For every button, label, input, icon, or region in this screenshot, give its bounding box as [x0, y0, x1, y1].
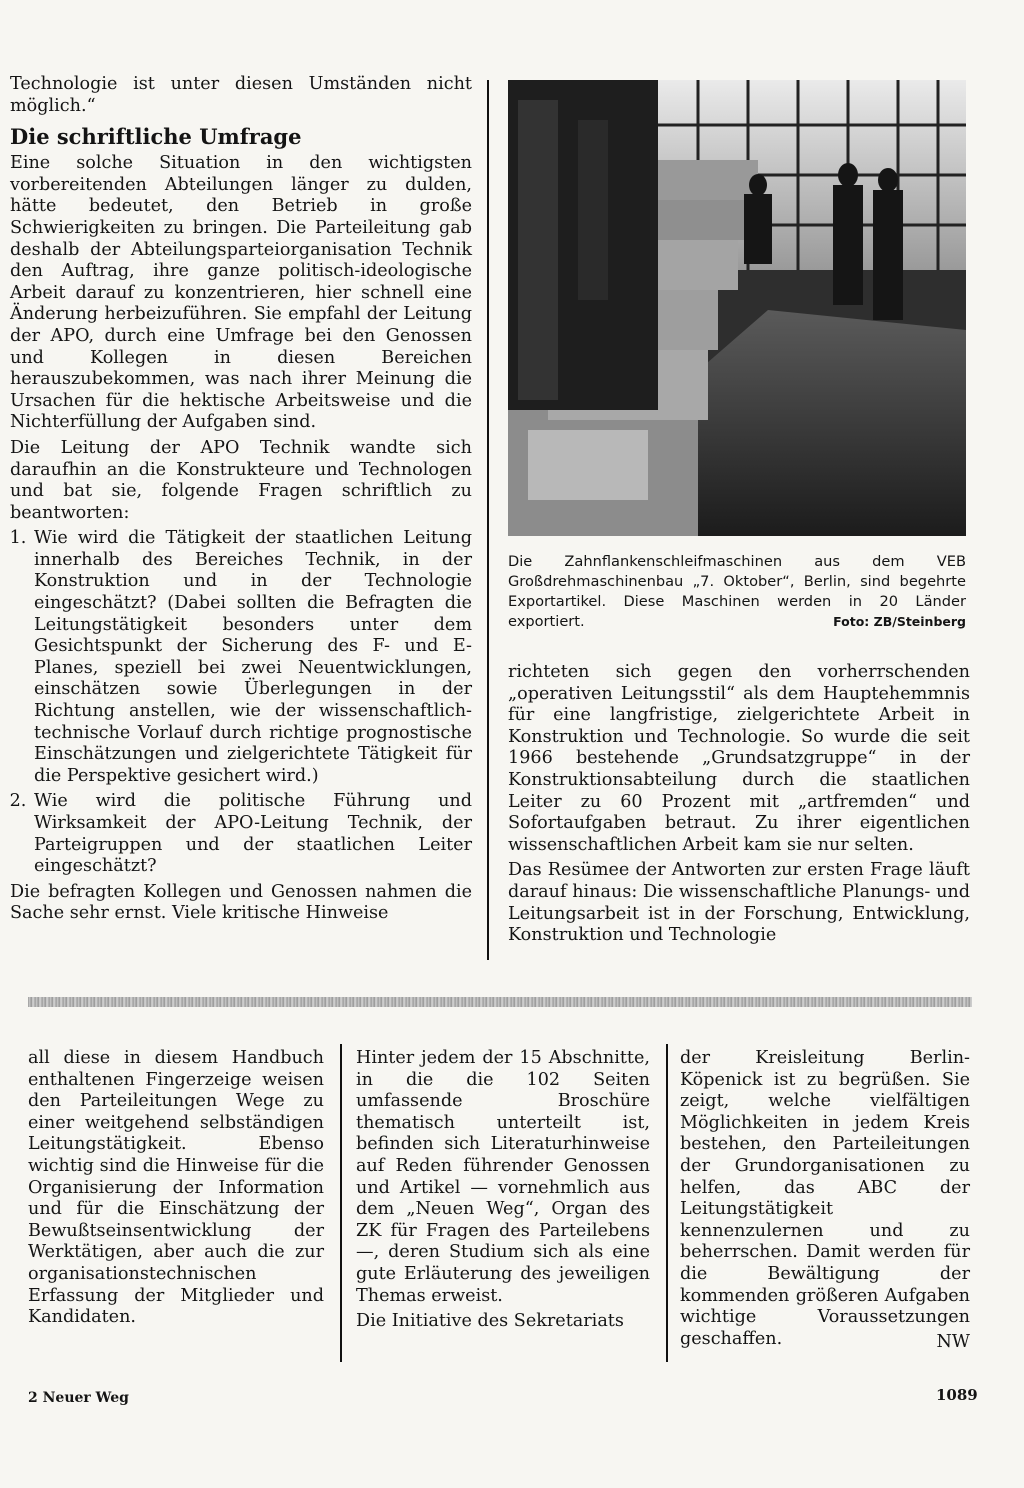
- paragraph: Eine solche Situation in den wichtigsten vorbereitenden Abteilungen länger zu dulden, hätte bedeutet, den Betrieb in große Schwierigkeiten zu bringen. Die Parteileitung gab deshalb der Abteilungsparteiorganisation Technik den Auftrag, ihre ganze politisch-ideologische Arbeit darauf zu konzentrieren, hier schnell eine Änderung herbeizuführen. Sie empfahl der Leitung der APO, durch eine Umfrage bei den Genossen und Kollegen in diesen Bereichen herauszubekommen, was nach ihrer Meinung die Ursachen für die hektische Arbeitsweise und die Nichterfüllung der Aufgaben sind.: [10, 153, 472, 433]
- right-column: [508, 662, 970, 951]
- bottom-column-3: [680, 1048, 970, 1358]
- photo-caption: [508, 552, 966, 632]
- question-item: 2. Wie wird die politische Führung und Wirksamkeit der APO-Leitung Technik, der Parteigruppen und der staatlichen Leiter eingeschätzt?: [32, 791, 472, 877]
- photo-credit: Foto: ZB/Steinberg: [833, 614, 966, 629]
- left-column: [10, 74, 472, 929]
- paragraph: Die Initiative des Sekretariats: [356, 1311, 624, 1332]
- caption-text: Die Zahnflankenschleifmaschinen aus dem VEB Großdrehmaschinenbau „7. Oktober“, Berlin, sind begehrte Exportartikel. Diese Maschinen werden in 20 Länder exportiert.: [508, 553, 966, 630]
- signature: NW: [936, 1332, 970, 1353]
- footer-publication: 2 Neuer Weg: [28, 1390, 129, 1406]
- section-heading: Die schriftliche Umfrage: [10, 124, 302, 150]
- page-number: 1089: [936, 1386, 978, 1404]
- bottom-column-2: [356, 1048, 650, 1337]
- machines-image: [508, 80, 966, 536]
- paragraph: Die befragten Kollegen und Genossen nahmen die Sache sehr ernst. Viele kritische Hinweise: [10, 881, 472, 924]
- paragraph: richteten sich gegen den vorherrschenden „operativen Leitungsstil“ als dem Hauptehemmnis für eine langfristige, zielgerichtete Arbeit in Konstruktion und Technologie. So wurde die seit 1966 bestehende „Grundsatzgruppe“ in der Konstruktionsabteilung durch die staatlichen Leiter zu 60 Prozent mit „artfremden“ und Sofortaufgaben betraut. Zu ihrer eigentlichen wissenschaftlichen Arbeit kam sie nur selten.: [508, 662, 970, 855]
- question-list: [10, 528, 472, 878]
- paragraph: Die Leitung der APO Technik wandte sich daraufhin an die Konstrukteure und Technologen und bat sie, folgende Fragen schriftlich zu beantworten:: [10, 437, 472, 523]
- column-rule: [487, 80, 489, 960]
- column-rule: [340, 1044, 342, 1362]
- section-separator: [28, 997, 972, 1007]
- question-item: 1. Wie wird die Tätigkeit der staatlichen Leitung innerhalb des Bereiches Technik, in der Konstruktion und in der Technologie eingeschätzt? (Dabei sollten die Befragten die Leitungstätigkeit besonders unter dem Gesichtspunkt der Sicherung des F- und E-Planes, speziell bei zwei Neuentwicklungen, einschätzen sowie Überlegungen in der Richtung anstellen, wie der wissenschaftlich-technische Vorlauf durch richtige prognostische Einschätzungen und zielgerichtete Tätigkeit für die Perspektive gesichert wird.): [32, 528, 472, 787]
- paragraph: Das Resümee der Antworten zur ersten Frage läuft darauf hinaus: Die wissenschaftliche Planungs- und Leitungsarbeit ist in der Forschung, Entwicklung, Konstruktion und Technologie: [508, 860, 970, 946]
- bottom-column-1: [28, 1048, 324, 1333]
- intro-paragraph: Technologie ist unter diesen Umständen nicht möglich.“: [10, 74, 472, 116]
- paragraph: Hinter jedem der 15 Abschnitte, in die die 102 Seiten umfassende Broschüre thematisch unterteilt ist, befinden sich Literaturhinweise auf Reden führender Genossen und Artikel — vornehmlich aus dem „Neuen Weg“, Organ des ZK für Fragen des Parteilebens —, deren Studium sich als eine gute Erläuterung des jeweiligen Themas erweist.: [356, 1048, 650, 1306]
- column-rule: [666, 1044, 668, 1362]
- paragraph: der Kreisleitung Berlin-Köpenick ist zu begrüßen. Sie zeigt, welche vielfältigen Möglichkeiten in jedem Kreis bestehen, den Parteileitungen der Grundorganisationen zu helfen, das ABC der Leitungstätigkeit kennenzulernen und zu beherrschen. Damit werden für die Bewältigung der kommenden größeren Aufgaben wichtige Voraussetzungen geschaffen.: [680, 1048, 970, 1349]
- paragraph: all diese in diesem Handbuch enthaltenen Fingerzeige weisen den Parteileitungen Wege zu einer weitgehend selbständigen Leitungstätigkeit. Ebenso wichtig sind die Hinweise für die Organisierung der Information und für die Einschätzung der Bewußtseinsentwicklung der Werktätigen, aber auch die zur organisationstechnischen Erfassung der Mitglieder und Kandidaten.: [28, 1048, 324, 1328]
- factory-photo: [508, 80, 966, 536]
